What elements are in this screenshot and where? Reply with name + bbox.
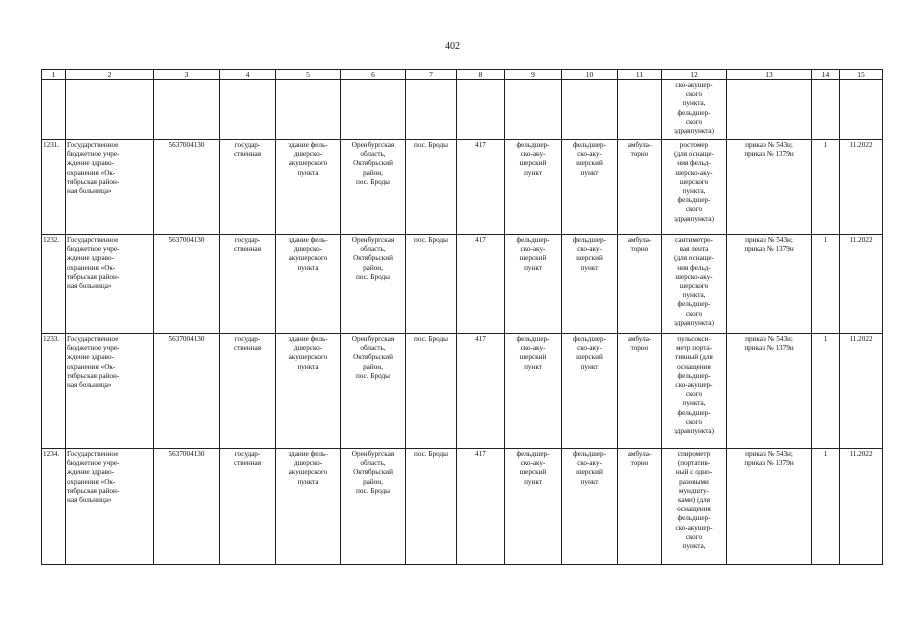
page-number: 402	[445, 41, 460, 52]
building-cell: здание фель- дшерско- акушерского пункта	[276, 235, 341, 334]
ownership-cell: государ- ственная	[220, 140, 276, 235]
building-cell: здание фель- дшерско- акушерского пункта	[276, 334, 341, 449]
building-cell: здание фель- дшерско- акушерского пункта	[276, 140, 341, 235]
equipment-cell: ростомер (для оснаще- ния фельд- шерско-аку- шерского пункта, фельдшер- ского здравпункта)	[662, 140, 727, 235]
orders-cell: приказ № 543н; приказ № 1379н	[727, 334, 812, 449]
column-number: 5	[276, 70, 341, 80]
empty-cell	[562, 80, 618, 140]
inn-cell: 5637004130	[154, 140, 220, 235]
table-row	[42, 449, 883, 565]
empty-cell	[457, 80, 505, 140]
equipment-cell: пульсокси- метр порта- тивный (для оснащения фельдшер- ско-акушер- ского пункта, фельдшер- ского здравпункта)	[662, 334, 727, 449]
address-cell: Оренбургская область, Октябрьский район, пос. Броды	[341, 235, 406, 334]
date-cell: 11.2022	[840, 449, 883, 565]
orders-cell: приказ № 543н; приказ № 1379н	[727, 140, 812, 235]
column-number: 4	[220, 70, 276, 80]
column-number: 6	[341, 70, 406, 80]
quantity-cell: 1	[812, 449, 840, 565]
unit-kind-cell: фельдшер- ско-аку- шерский пункт	[562, 449, 618, 565]
care-type-cell: амбула- торно	[618, 334, 662, 449]
code-cell: 417	[457, 140, 505, 235]
empty-cell	[154, 80, 220, 140]
empty-cell	[840, 80, 883, 140]
unit-type-cell: фельдшер- ско-аку- шерский пункт	[505, 334, 562, 449]
address-cell: Оренбургская область, Октябрьский район, пос. Броды	[341, 140, 406, 235]
unit-kind-cell: фельдшер- ско-аку- шерский пункт	[562, 140, 618, 235]
care-type-cell: амбула- торно	[618, 140, 662, 235]
date-cell: 11.2022	[840, 140, 883, 235]
quantity-cell: 1	[812, 235, 840, 334]
organization-cell: Государственное бюджетное учре- ждение здраво- охранения «Ок- тябрьская район- ная больница»	[66, 140, 154, 235]
empty-cell	[220, 80, 276, 140]
column-number: 15	[840, 70, 883, 80]
column-number-row	[42, 70, 883, 80]
unit-type-cell: фельдшер- ско-аку- шерский пункт	[505, 140, 562, 235]
care-type-cell: амбула- торно	[618, 235, 662, 334]
settlement-cell: пос. Броды	[406, 140, 457, 235]
organization-cell: Государственное бюджетное учре- ждение здраво- охранения «Ок- тябрьская район- ная больница»	[66, 334, 154, 449]
empty-cell	[812, 80, 840, 140]
empty-cell	[66, 80, 154, 140]
empty-cell	[276, 80, 341, 140]
address-cell: Оренбургская область, Октябрьский район, пос. Броды	[341, 334, 406, 449]
column-number: 8	[457, 70, 505, 80]
equipment-cell: ско-акушер- ского пункта, фельдшер- ского здравпункта)	[662, 80, 727, 140]
column-number: 2	[66, 70, 154, 80]
organization-cell: Государственное бюджетное учре- ждение здраво- охранения «Ок- тябрьская район- ная больница»	[66, 449, 154, 565]
table-row	[42, 334, 883, 449]
unit-kind-cell: фельдшер- ско-аку- шерский пункт	[562, 235, 618, 334]
care-type-cell: амбула- торно	[618, 449, 662, 565]
inn-cell: 5637004130	[154, 334, 220, 449]
column-number: 10	[562, 70, 618, 80]
quantity-cell: 1	[812, 334, 840, 449]
date-cell: 11.2022	[840, 235, 883, 334]
empty-cell	[341, 80, 406, 140]
empty-cell	[42, 80, 66, 140]
table-row	[42, 235, 883, 334]
inn-cell: 5637004130	[154, 235, 220, 334]
empty-cell	[727, 80, 812, 140]
column-number: 12	[662, 70, 727, 80]
equipment-cell: спирометр (портатив- ный с одно- разовыми мундшту- ками) (для оснащения фельдшер- ско-акушер- ского пункта,	[662, 449, 727, 565]
row-number-cell: 1234.	[42, 449, 66, 565]
empty-cell	[406, 80, 457, 140]
building-cell: здание фель- дшерско- акушерского пункта	[276, 449, 341, 565]
settlement-cell: пос. Броды	[406, 449, 457, 565]
organization-cell: Государственное бюджетное учре- ждение здраво- охранения «Ок- тябрьская район- ная больница»	[66, 235, 154, 334]
orders-cell: приказ № 543н; приказ № 1379н	[727, 449, 812, 565]
column-number: 7	[406, 70, 457, 80]
unit-type-cell: фельдшер- ско-аку- шерский пункт	[505, 449, 562, 565]
equipment-cell: сантиметро- вая лента (для оснаще- ния фельд- шерско-аку- шерского пункта, фельдшер- ского здравпункта)	[662, 235, 727, 334]
code-cell: 417	[457, 449, 505, 565]
code-cell: 417	[457, 235, 505, 334]
row-number-cell: 1232.	[42, 235, 66, 334]
orders-cell: приказ № 543н; приказ № 1379н	[727, 235, 812, 334]
row-number-cell: 1233.	[42, 334, 66, 449]
column-number: 13	[727, 70, 812, 80]
column-number: 11	[618, 70, 662, 80]
empty-cell	[618, 80, 662, 140]
quantity-cell: 1	[812, 140, 840, 235]
register-table	[41, 69, 883, 565]
table-row	[42, 140, 883, 235]
date-cell: 11.2022	[840, 334, 883, 449]
settlement-cell: пос. Броды	[406, 235, 457, 334]
column-number: 9	[505, 70, 562, 80]
ownership-cell: государ- ственная	[220, 449, 276, 565]
unit-kind-cell: фельдшер- ско-аку- шерский пункт	[562, 334, 618, 449]
column-number: 3	[154, 70, 220, 80]
column-number: 1	[42, 70, 66, 80]
empty-cell	[505, 80, 562, 140]
unit-type-cell: фельдшер- ско-аку- шерский пункт	[505, 235, 562, 334]
settlement-cell: пос. Броды	[406, 334, 457, 449]
code-cell: 417	[457, 334, 505, 449]
row-number-cell: 1231.	[42, 140, 66, 235]
inn-cell: 5637004130	[154, 449, 220, 565]
address-cell: Оренбургская область, Октябрьский район, пос. Броды	[341, 449, 406, 565]
column-number: 14	[812, 70, 840, 80]
ownership-cell: государ- ственная	[220, 235, 276, 334]
continuation-row	[42, 80, 883, 140]
ownership-cell: государ- ственная	[220, 334, 276, 449]
